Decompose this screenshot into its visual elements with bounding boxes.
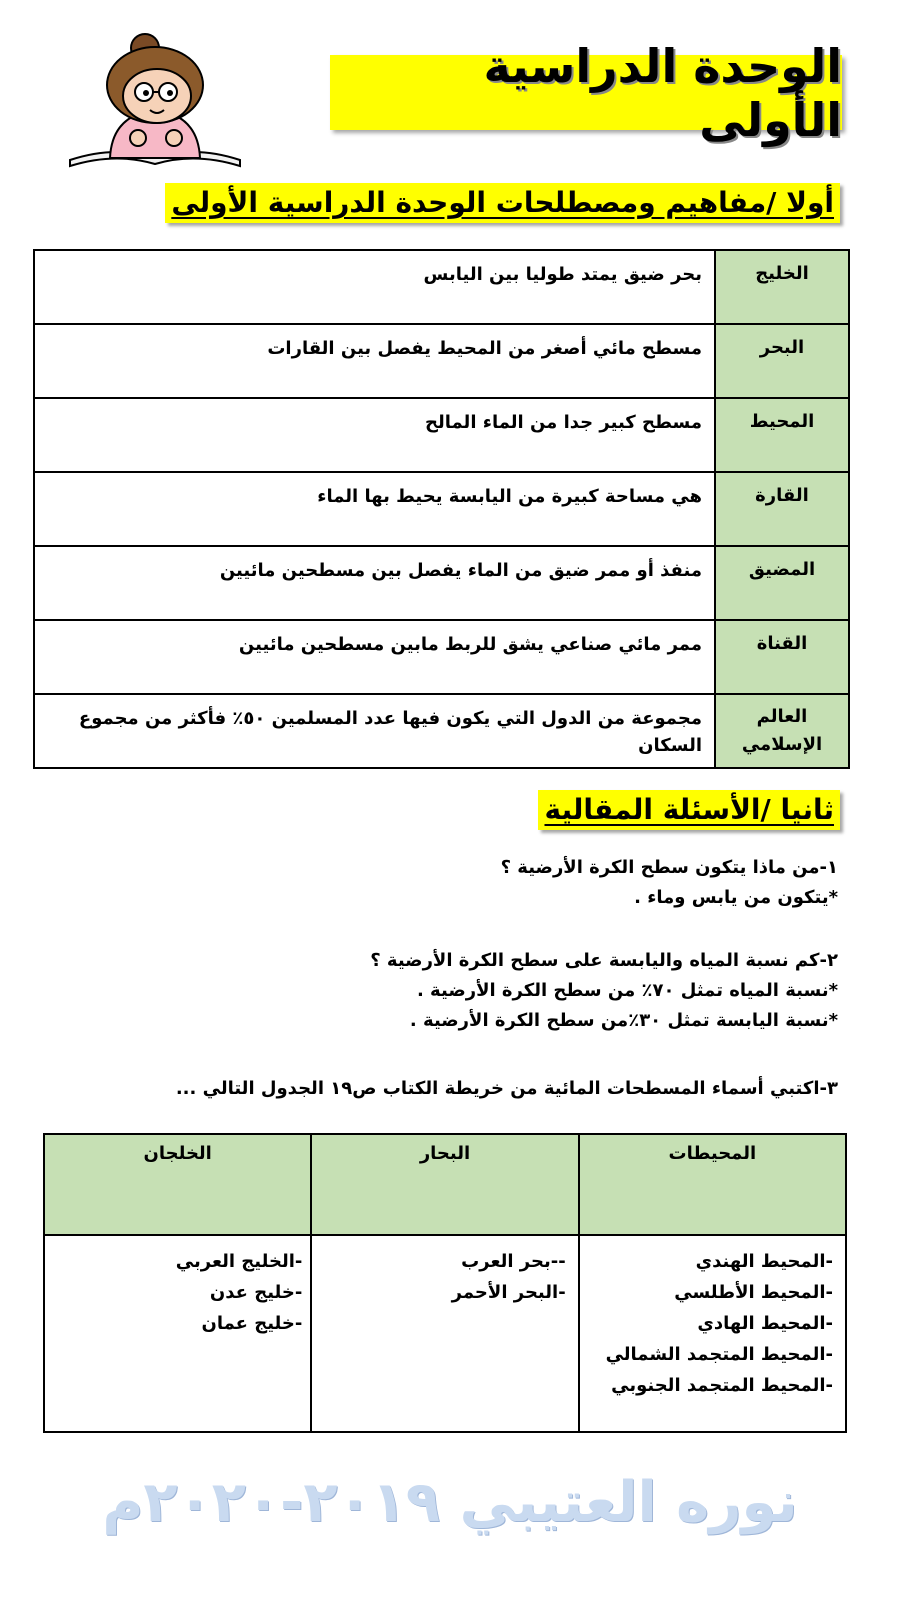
table-row — [34, 472, 849, 546]
definition-cell: هي مساحة كبيرة من اليابسة يحيط بها الماء — [34, 472, 715, 546]
question-2-block — [58, 946, 838, 1036]
list-item: -المحيط المتجمد الشمالي — [605, 1344, 833, 1365]
answer-2-land: *نسبة اليابسة تمثل ٣٠٪من سطح الكرة الأرضية . — [409, 1010, 838, 1031]
table-row — [44, 1235, 846, 1432]
definition-cell: منفذ أو ممر ضيق من الماء يفصل بين مسطحين مائيين — [34, 546, 715, 620]
list-item: -المحيط المتجمد الجنوبي — [611, 1375, 833, 1396]
answer-1: *يتكون من يابس وماء . — [634, 887, 838, 908]
list-item: -المحيط الأطلسي — [674, 1282, 833, 1303]
list-item: --بحر العرب — [461, 1251, 566, 1272]
unit-title-banner — [330, 38, 842, 147]
list-item: -المحيط الهادي — [697, 1313, 833, 1334]
question-1-block — [58, 853, 838, 913]
list-item: -المحيط الهندي — [695, 1251, 833, 1272]
seas-list — [311, 1235, 578, 1432]
reading-girl-illustration — [60, 30, 250, 170]
table-header-row — [44, 1134, 846, 1235]
list-item: -الخليج العربي — [175, 1251, 303, 1272]
table-row — [34, 546, 849, 620]
question-3: ٣-اكتبي أسماء المسطحات المائية من خريطة الكتاب ص١٩ الجدول التالي ... — [175, 1078, 838, 1099]
definition-cell: مسطح مائي أصغر من المحيط يفصل بين القارات — [34, 324, 715, 398]
oceans-list — [579, 1235, 846, 1432]
list-item: -خليج عمان — [201, 1313, 303, 1334]
term-cell: القناة — [715, 620, 849, 694]
seas-header: البحار — [311, 1134, 578, 1235]
term-cell: القارة — [715, 472, 849, 546]
question-2: ٢-كم نسبة المياه واليابسة على سطح الكرة الأرضية ؟ — [370, 950, 838, 971]
table-row — [34, 398, 849, 472]
list-item: -البحر الأحمر — [451, 1282, 566, 1303]
table-row — [34, 620, 849, 694]
list-item: -خليج عدن — [209, 1282, 303, 1303]
water-bodies-table — [43, 1133, 847, 1433]
definition-cell: ممر مائي صناعي يشق للربط مابين مسطحين مائيين — [34, 620, 715, 694]
author-year-watermark: نوره العتيبي ٢٠١٩-٢٠٢٠م — [102, 1470, 798, 1535]
term-cell: الخليج — [715, 250, 849, 324]
definition-cell: بحر ضيق يمتد طوليا بين اليابس — [34, 250, 715, 324]
definition-cell: مسطح كبير جدا من الماء المالح — [34, 398, 715, 472]
oceans-header: المحيطات — [579, 1134, 846, 1235]
term-cell: المضيق — [715, 546, 849, 620]
question-1: ١-من ماذا يتكون سطح الكرة الأرضية ؟ — [500, 857, 838, 878]
table-row — [34, 324, 849, 398]
question-3-block — [58, 1074, 838, 1104]
term-cell: العالم الإسلامي — [715, 694, 849, 768]
gulfs-list — [44, 1235, 311, 1432]
table-row — [34, 694, 849, 768]
terms-table — [33, 249, 850, 769]
gulfs-header: الخلجان — [44, 1134, 311, 1235]
concepts-section-heading: أولا /مفاهيم ومصطلحات الوحدة الدراسية الأولى — [165, 183, 840, 223]
table-row — [34, 250, 849, 324]
essay-questions-heading: ثانيا /الأسئلة المقالية — [538, 790, 840, 830]
unit-title: الوحدة الدراسية الأولى — [483, 38, 842, 147]
answer-2-water: *نسبة المياه تمثل ٧٠٪ من سطح الكرة الأرضية . — [416, 980, 838, 1001]
definition-cell: مجموعة من الدول التي يكون فيها عدد المسلمين ٥٠٪ فأكثر من مجموع السكان — [34, 694, 715, 768]
term-cell: البحر — [715, 324, 849, 398]
term-cell: المحيط — [715, 398, 849, 472]
